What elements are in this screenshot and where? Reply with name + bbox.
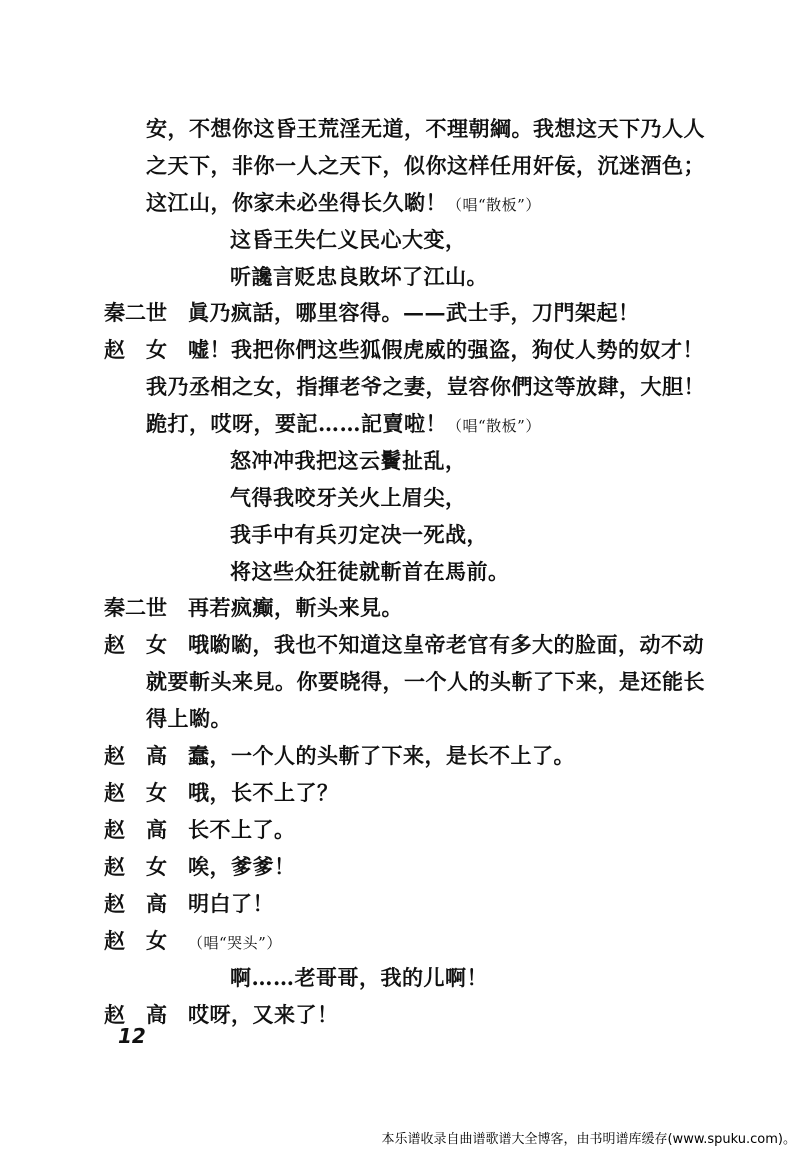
text-line: 跪打，哎呀，要記……記賣啦！（唱“散板”）: [146, 411, 541, 436]
speaker-label: 赵 女: [104, 632, 167, 657]
text-line: 之天下，非你一人之天下，似你这样任用奸佞，沉迷酒色；: [146, 153, 705, 178]
verse-line: 我手中有兵刃定决一死战，: [230, 522, 488, 547]
verse-line: 将这些众狂徒就斬首在馬前。: [230, 559, 510, 584]
text-line: 唉，爹爹！: [188, 854, 296, 879]
verse-line: 听讒言贬忠良敗坏了江山。: [230, 264, 488, 289]
speaker-label: 赵 高: [104, 891, 167, 916]
text-line: 安，不想你这昏王荒淫无道，不理朝綱。我想这天下乃人人: [146, 116, 705, 141]
text-line: 再若疯癫，斬头来見。: [188, 595, 403, 620]
text-line: 这江山，你家未必坐得长久喲！（唱“散板”）: [146, 190, 541, 215]
speaker-label: 赵 女: [104, 780, 167, 805]
speaker-label: 赵 高: [104, 1002, 167, 1027]
text-line: 就要斬头来見。你要晓得，一个人的头斬了下来，是还能长: [146, 669, 705, 694]
text-line: 哦喲喲，我也不知道这皇帝老官有多大的脸面，动不动: [188, 632, 704, 657]
text-line: 哎呀，又来了！: [188, 1002, 339, 1027]
page-number: 12: [118, 1024, 146, 1048]
stage-note: （唱“散板”）: [447, 196, 541, 214]
text-line: 得上喲。: [146, 706, 232, 731]
source-footer: 本乐谱收录自曲谱歌谱大全博客，由书明谱库缓存(www.spuku.com)。: [381, 1132, 796, 1147]
verse-line: 这昏王失仁义民心大变，: [230, 227, 467, 252]
speaker-label: 赵 女: [104, 854, 167, 879]
speaker-label: 赵 女: [104, 337, 167, 362]
text-line: 长不上了。: [188, 817, 296, 842]
text-line: 嘘！我把你們这些狐假虎威的强盗，狗仗人势的奴才！: [188, 337, 704, 362]
stage-note: （唱“哭头”）: [188, 934, 282, 952]
speaker-label: 秦二世: [104, 595, 167, 620]
verse-line: 气得我咬牙关火上眉尖，: [230, 485, 467, 510]
speaker-label: 秦二世: [104, 300, 167, 325]
verse-line: 啊……老哥哥，我的儿啊！: [230, 965, 488, 990]
text-line: 我乃丞相之女，指揮老爷之妻，豈容你們这等放肆，大胆！: [146, 374, 705, 399]
text-line: 蠢，一个人的头斬了下来，是长不上了。: [188, 743, 575, 768]
text-line: 眞乃疯話，哪里容得。——武士手，刀門架起！: [188, 300, 640, 325]
text-line: 明白了！: [188, 891, 274, 916]
verse-line: 怒冲冲我把这云鬢扯乱，: [230, 448, 467, 473]
speaker-label: 赵 高: [104, 743, 167, 768]
speaker-label: 赵 高: [104, 817, 167, 842]
text-line: 哦，长不上了？: [188, 780, 339, 805]
text-line: [188, 926, 282, 958]
stage-note: （唱“散板”）: [447, 417, 541, 435]
speaker-label: 赵 女: [104, 928, 167, 953]
